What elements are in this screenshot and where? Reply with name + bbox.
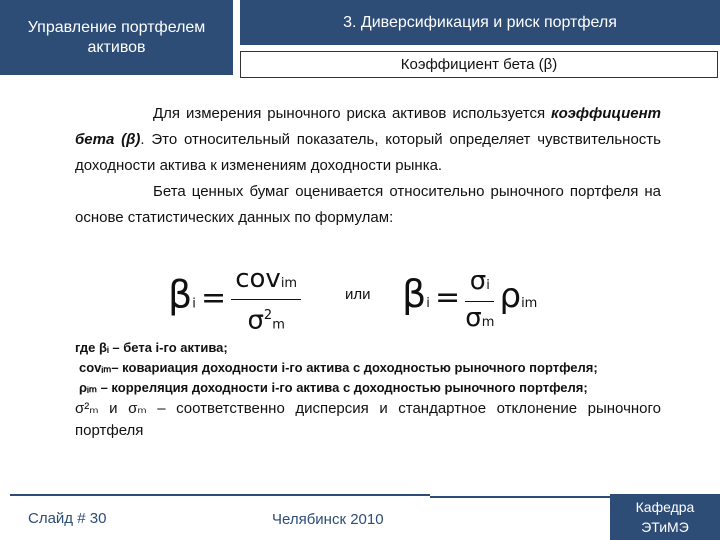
section-title-box: [240, 0, 720, 45]
department-box: [610, 494, 720, 540]
section-title: 3. Диверсификация и риск портфеля: [343, 13, 617, 31]
topic-title: Коэффициент бета (β): [400, 56, 558, 73]
f1-denominator: σ: [247, 305, 264, 336]
f2-rho-sub: im: [521, 296, 538, 311]
f1-numerator-sub: im: [280, 276, 298, 291]
f2-beta-sub: i: [426, 296, 430, 311]
def-rho: ρᵢₘ – корреляция доходности i-го актива с доходностью рыночного портфеля;: [79, 380, 588, 395]
formula-beta-cov: [168, 264, 301, 342]
def-beta: где βᵢ – бета i-го актива;: [75, 340, 228, 355]
slide-label: Слайд #: [28, 510, 86, 527]
footer-divider-right: [430, 496, 610, 498]
f1-numerator: cov: [235, 264, 281, 294]
paragraph-intro: [75, 101, 661, 179]
f1-fraction: [231, 264, 301, 342]
or-label: или: [345, 286, 371, 303]
definitions: [75, 338, 661, 442]
course-title-box: [0, 0, 233, 75]
slide-value: 30: [89, 510, 107, 527]
f2-fraction: [465, 266, 494, 339]
department-line2: ЭТиМЭ: [641, 519, 689, 535]
slide-number: [28, 510, 106, 527]
beta-term: коэффициент бета (β): [75, 105, 661, 148]
f1-denominator-sup: 2: [263, 308, 273, 323]
department-line1: Кафедра: [635, 499, 695, 515]
f1-denominator-sub: m: [272, 317, 285, 333]
course-title: Управление портфелем активов: [27, 18, 206, 56]
footer-divider: [10, 494, 430, 496]
f2-beta: β: [402, 272, 427, 316]
f2-denominator: σ: [465, 303, 482, 333]
f1-beta: β: [168, 272, 193, 317]
f2-numerator-sub: i: [486, 278, 490, 293]
paragraph-formulas-intro: Бета ценных бумаг оценивается относительно рыночного портфеля на основе статистических данных по формулам:: [75, 183, 661, 226]
f2-rho: ρ: [499, 276, 522, 316]
p1-start: Для измерения рыночного риска активов используется: [153, 105, 546, 122]
f1-beta-sub: i: [192, 296, 196, 312]
def-sigma: σ²ₘ и σₘ – соответственно дисперсия и стандартное отклонение рыночного портфеля: [75, 400, 661, 439]
f2-numerator: σ: [469, 266, 487, 296]
body-text: [75, 101, 661, 231]
city-year: Челябинск 2010: [272, 511, 384, 528]
f2-equals: =: [434, 280, 461, 315]
f2-denominator-sub: m: [481, 315, 495, 330]
formula-beta-rho: [402, 266, 537, 339]
f1-equals: =: [200, 280, 227, 316]
def-cov: covᵢₘ– ковариация доходности i-го актива с доходностью рыночного портфеля;: [79, 360, 598, 375]
p1-end: . Это относительный показатель, который определяет чувствительность доходности актива к изменениям доходности рынка.: [75, 131, 661, 174]
topic-title-box: [240, 51, 718, 78]
